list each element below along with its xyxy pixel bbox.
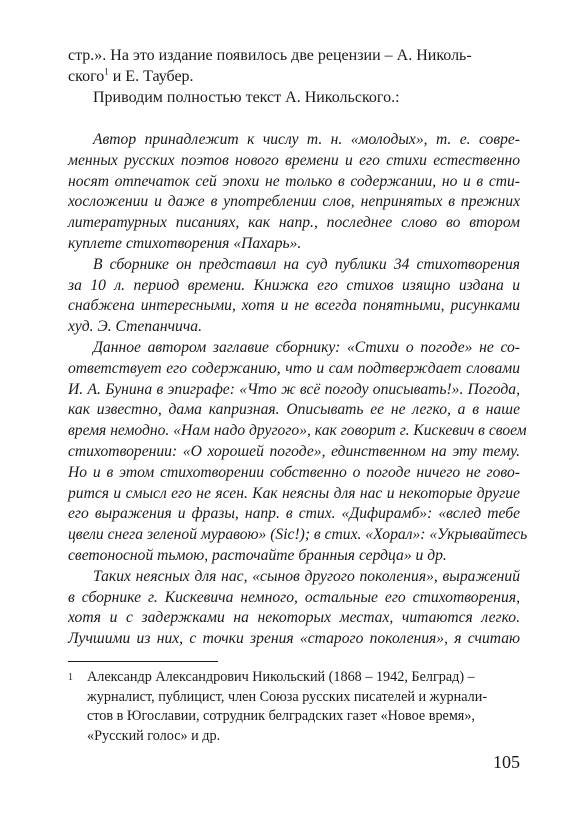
footnote [68, 668, 520, 746]
quote-line: рится и смысл его не ясен. Как неясны для нас и некоторые другие [68, 484, 520, 502]
intro-line-3: Приводим полностью текст А. Никольского.: [93, 89, 400, 106]
quote-line: хотя и с задержками на некоторых местах, читаются легко. [68, 609, 520, 627]
footnote-line: стов в Югославии, сотрудник белградских газет «Новое время», [87, 708, 475, 724]
footnote-divider [68, 661, 218, 662]
intro-line-2-text: ского [68, 68, 105, 85]
quote-line: В сборнике он представил на суд публики 34 стихотворения [93, 255, 520, 273]
quote-line: хосложении и даже в употреблении слов, непринятых в прежних [68, 193, 520, 211]
footnote-line: Александр Александрович Никольский (1868 – 1942, Белград) – [87, 669, 475, 685]
quote-line: в сборнике г. Кискевича немного, остальные его стихотворения, [68, 588, 520, 606]
intro-line-2 [68, 66, 520, 87]
footnote-marker: 1 [68, 672, 73, 683]
quote-line: стихотворении: «О хорошей погоде», единственном на эту тему. [68, 442, 520, 460]
footnote-line: журналист, публицист, член Союза русских писателей и журнали- [87, 688, 488, 705]
quoted-review [68, 130, 528, 650]
quote-line: Данное автором заглавие сборнику: «Стихи о погоде» не со- [93, 338, 520, 356]
quote-line: за 10 л. период времени. Книжка его стихов изящно издана и [68, 276, 520, 294]
quote-line: Но и в этом стихотворении собственно о погоде ничего не гово- [68, 463, 520, 481]
intro-paragraph [68, 45, 520, 108]
intro-line-1: стр.». На это издание появилось две рецензии – А. Николь- [68, 47, 472, 64]
quote-line: снабжена интересными, хотя и не всегда понятными, рисунками [68, 297, 520, 315]
quote-line: ответствует его содержанию, что и сам подтверждает словами [68, 359, 520, 377]
quote-line: цвели снега зеленой муравою» (Sic!); в стих. «Хорал»: «Укрывайтесь [68, 526, 528, 544]
quote-line: Лучшими из них, с точки зрения «старого поколения», я считаю [68, 630, 520, 648]
quote-line: время немодно. «Нам надо другого», как говорит г. Кискевич в своем [68, 422, 527, 440]
quote-line: И. А. Бунина в эпиграфе: «Что ж всё погоду описывать!». Погода, [68, 380, 520, 398]
quote-line: менных русских поэтов нового времени и его стихи естественно [68, 151, 520, 169]
quote-line: куплете стихотворения «Пахарь». [68, 234, 302, 252]
quote-line: Автор принадлежит к числу т. н. «молодых», т. е. совре- [93, 131, 520, 148]
quote-line: светоносной тьмою, расточайте бранныя сердца» и др. [68, 546, 447, 564]
quote-line: его выражения и фразы, напр. в стих. «Дифирамб»: «вслед тебе [68, 505, 520, 523]
quote-line: литературных писаниях, как напр., последнее слово во втором [68, 214, 520, 232]
intro-line-2-rest: и Е. Таубер. [108, 68, 194, 85]
quote-line: носят отпечаток сей эпохи не только в содержании, но и в сти- [68, 172, 520, 190]
quote-line: как известно, дама капризная. Описывать ее не легко, а в наше [68, 401, 520, 419]
page-number: 105 [493, 752, 520, 772]
footnote-line: «Русский голос» и др. [87, 727, 221, 744]
footnote-reference: 1 [104, 66, 109, 77]
quote-line: Таких неясных для нас, «сынов другого поколения», выражений [93, 567, 520, 585]
quote-line: худ. Э. Степанчича. [68, 318, 202, 336]
